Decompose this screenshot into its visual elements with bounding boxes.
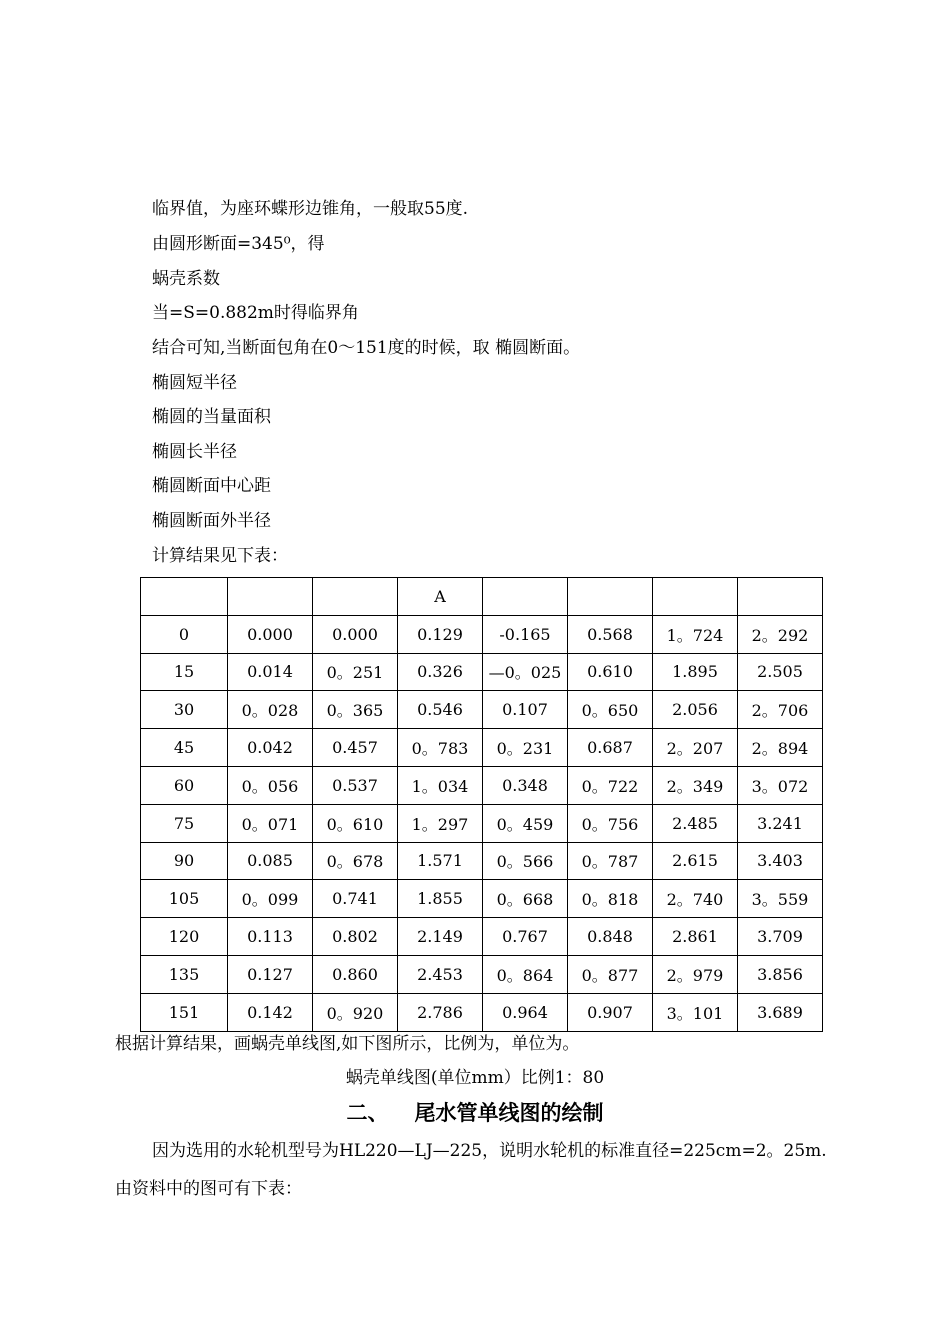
table-cell: [141, 578, 228, 616]
table-cell: 0.000: [313, 615, 398, 653]
table-cell: 2.786: [398, 993, 483, 1031]
table-cell: 2.056: [653, 691, 738, 729]
table-cell: 3.856: [738, 955, 823, 993]
table-cell: 0。028: [228, 691, 313, 729]
table-cell: 3。559: [738, 880, 823, 918]
table-row: [141, 842, 823, 880]
text-line-11: 计算结果见下表：: [152, 546, 288, 566]
table-cell: 151: [141, 993, 228, 1031]
table-cell: 0。610: [313, 804, 398, 842]
table-cell: 0。678: [313, 842, 398, 880]
table-cell: 0。650: [568, 691, 653, 729]
table-cell: 2.615: [653, 842, 738, 880]
table-row: [141, 653, 823, 691]
table-cell: 0.964: [483, 993, 568, 1031]
table-cell: 2.453: [398, 955, 483, 993]
table-cell: 0.687: [568, 729, 653, 767]
table-cell: 0。756: [568, 804, 653, 842]
table-cell: 1.855: [398, 880, 483, 918]
table-cell: 2。979: [653, 955, 738, 993]
text-line-8: 椭圆长半径: [152, 442, 237, 462]
table-cell: 0.767: [483, 918, 568, 956]
table-cell: 0。668: [483, 880, 568, 918]
table-cell: 0.014: [228, 653, 313, 691]
section-title: 尾水管单线图的绘制: [414, 1101, 604, 1125]
table-cell: 75: [141, 804, 228, 842]
table-cell: 0.741: [313, 880, 398, 918]
table-cell: 0.326: [398, 653, 483, 691]
table-cell: 0.907: [568, 993, 653, 1031]
table-cell: [483, 578, 568, 616]
text-line-4: 当=S=0.882m时得临界角: [152, 303, 359, 323]
table-row: [141, 615, 823, 653]
table-cell: 0。099: [228, 880, 313, 918]
text-line-2: 由圆形断面=345⁰，得: [152, 234, 325, 254]
table-cell: 0.142: [228, 993, 313, 1031]
text-line-5: 结合可知,当断面包角在0～151度的时候，取 椭圆断面。: [152, 338, 581, 358]
paragraph-2: 由资料中的图可有下表：: [115, 1179, 302, 1199]
table-cell: 0.129: [398, 615, 483, 653]
table-row: [141, 766, 823, 804]
results-table-body: [141, 578, 823, 1032]
table-cell: 0.802: [313, 918, 398, 956]
table-cell: 0.113: [228, 918, 313, 956]
table-cell: 0。365: [313, 691, 398, 729]
table-cell: 0: [141, 615, 228, 653]
table-cell: 0.107: [483, 691, 568, 729]
table-cell: 0.610: [568, 653, 653, 691]
table-cell: 3.709: [738, 918, 823, 956]
table-cell: 2.485: [653, 804, 738, 842]
text-line-3: 蜗壳系数: [152, 269, 220, 289]
table-cell: [313, 578, 398, 616]
table-cell: 0。864: [483, 955, 568, 993]
table-cell: 2。894: [738, 729, 823, 767]
table-cell: 3.403: [738, 842, 823, 880]
table-row: [141, 918, 823, 956]
after-table-text: 根据计算结果，画蜗壳单线图,如下图所示，比例为，单位为。: [115, 1034, 580, 1054]
table-cell: 3.689: [738, 993, 823, 1031]
table-cell: 2。349: [653, 766, 738, 804]
table-cell: 0。566: [483, 842, 568, 880]
section-heading: [0, 1099, 950, 1127]
table-cell: 2。207: [653, 729, 738, 767]
table-cell: 1。297: [398, 804, 483, 842]
table-cell: 1。724: [653, 615, 738, 653]
text-line-1: 临界值，为座环蝶形边锥角，一般取55度.: [152, 199, 469, 219]
table-cell: 120: [141, 918, 228, 956]
table-cell: 0。877: [568, 955, 653, 993]
text-line-9: 椭圆断面中心距: [152, 476, 271, 496]
table-cell: 2.861: [653, 918, 738, 956]
table-cell: 0。459: [483, 804, 568, 842]
table-cell: 0.127: [228, 955, 313, 993]
table-cell: [653, 578, 738, 616]
table-cell: 1。034: [398, 766, 483, 804]
table-cell: 15: [141, 653, 228, 691]
table-cell: 0。787: [568, 842, 653, 880]
table-cell: 0。920: [313, 993, 398, 1031]
table-cell: 45: [141, 729, 228, 767]
table-cell: 2.149: [398, 918, 483, 956]
table-row: [141, 729, 823, 767]
table-cell: 3.241: [738, 804, 823, 842]
table-cell: 0。783: [398, 729, 483, 767]
text-line-6: 椭圆短半径: [152, 373, 237, 393]
table-cell: —0。025: [483, 653, 568, 691]
table-cell: 0。722: [568, 766, 653, 804]
table-cell: 105: [141, 880, 228, 918]
table-header-row: [141, 578, 823, 616]
table-row: [141, 691, 823, 729]
table-cell: 0.546: [398, 691, 483, 729]
table-cell: 2.505: [738, 653, 823, 691]
table-cell: 0.537: [313, 766, 398, 804]
text-line-7: 椭圆的当量面积: [152, 407, 271, 427]
table-cell: 0.042: [228, 729, 313, 767]
table-cell: 2。292: [738, 615, 823, 653]
table-cell: 0.568: [568, 615, 653, 653]
table-cell: 0.085: [228, 842, 313, 880]
table-row: [141, 804, 823, 842]
table-cell: 30: [141, 691, 228, 729]
table-cell: 0.348: [483, 766, 568, 804]
table-cell: 0。251: [313, 653, 398, 691]
paragraph-1: 因为选用的水轮机型号为HL220—LJ—225，说明水轮机的标准直径=225cm=2。25m.: [152, 1141, 827, 1161]
table-cell: 2。706: [738, 691, 823, 729]
table-cell: 2。740: [653, 880, 738, 918]
text-line-10: 椭圆断面外半径: [152, 511, 271, 531]
table-cell: 135: [141, 955, 228, 993]
table-cell: 60: [141, 766, 228, 804]
table-cell: 0.000: [228, 615, 313, 653]
table-cell: 0。071: [228, 804, 313, 842]
table-cell: 0。818: [568, 880, 653, 918]
table-cell: 0。231: [483, 729, 568, 767]
table-cell: 0.848: [568, 918, 653, 956]
table-cell: 3。101: [653, 993, 738, 1031]
table-row: [141, 993, 823, 1031]
figure-caption: 蜗壳单线图(单位mm）比例1：80: [345, 1068, 605, 1088]
table-row: [141, 880, 823, 918]
table-cell: [568, 578, 653, 616]
table-cell: [738, 578, 823, 616]
table-cell: 0.457: [313, 729, 398, 767]
table-cell: 3。072: [738, 766, 823, 804]
table-cell: 1.571: [398, 842, 483, 880]
table-cell: 0。056: [228, 766, 313, 804]
table-cell: 90: [141, 842, 228, 880]
table-row: [141, 955, 823, 993]
results-table: [140, 577, 823, 1032]
table-cell: -0.165: [483, 615, 568, 653]
section-number: 二、: [346, 1101, 389, 1125]
table-cell: 1.895: [653, 653, 738, 691]
table-cell: 0.860: [313, 955, 398, 993]
table-cell: A: [398, 578, 483, 616]
table-cell: [228, 578, 313, 616]
